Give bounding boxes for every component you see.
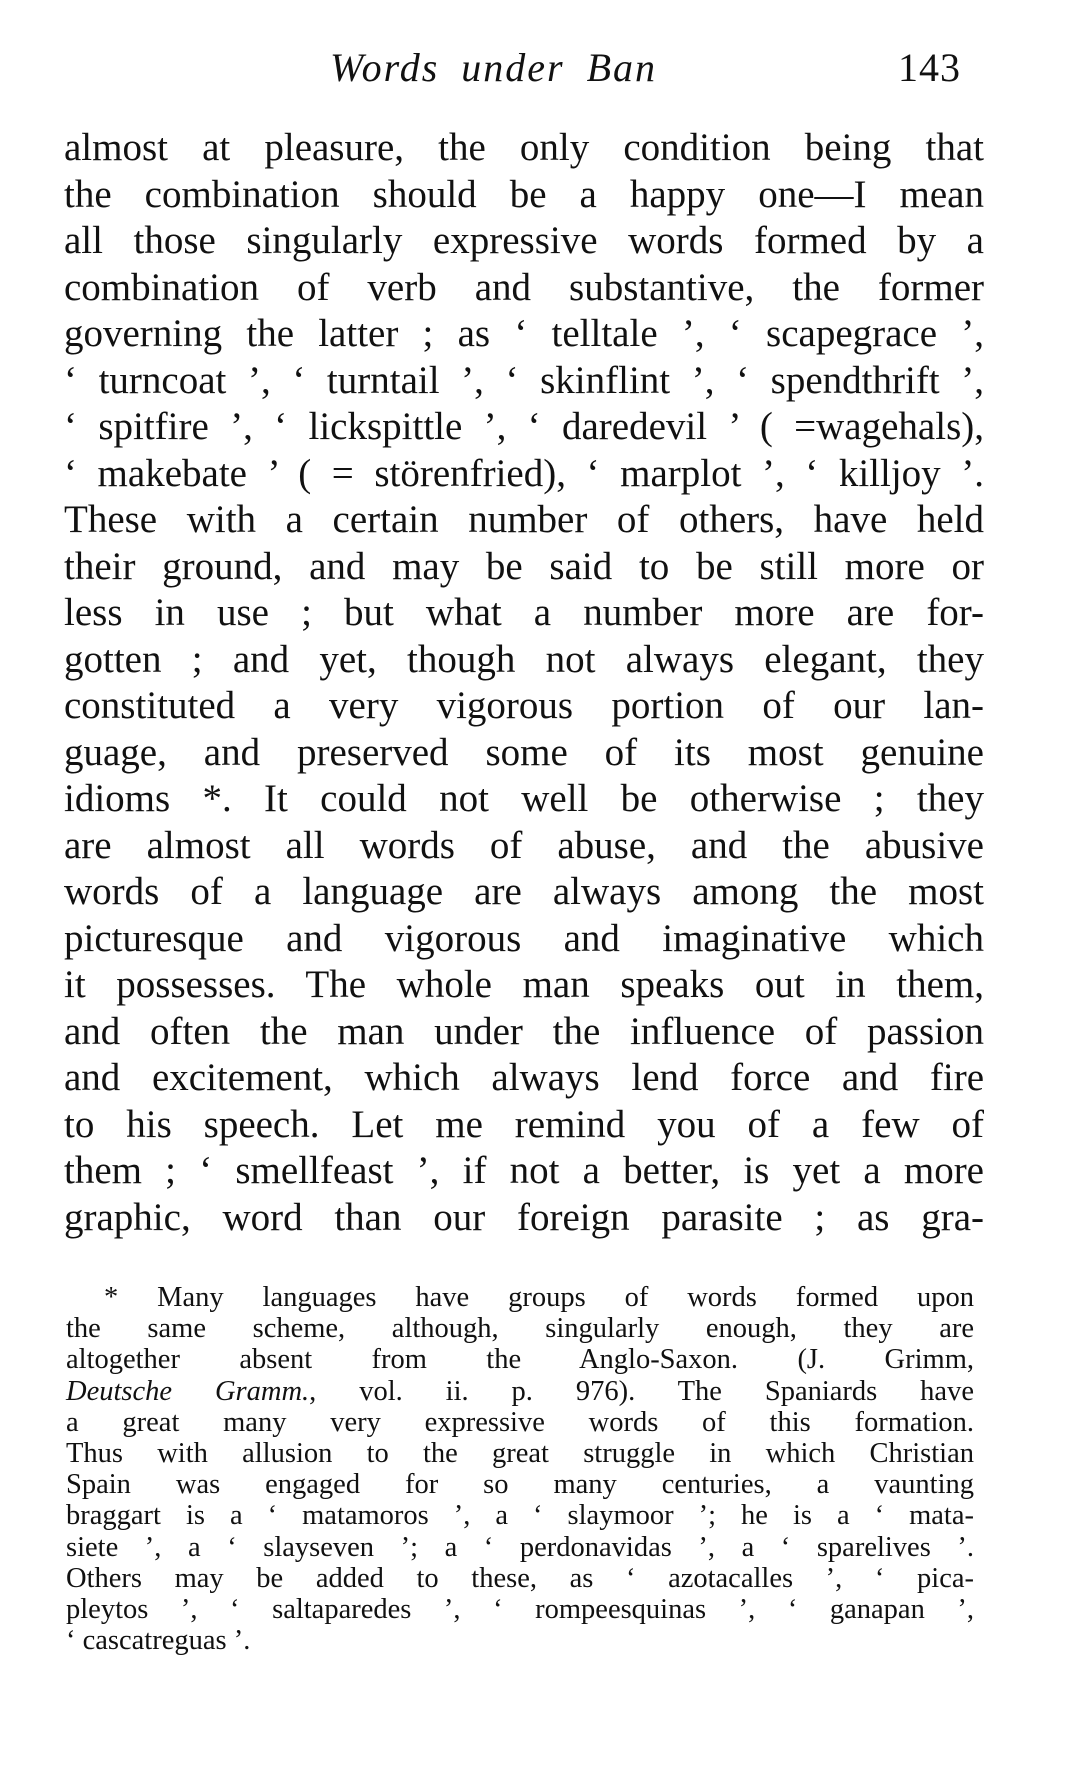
body-line: words of a language are always among the most (64, 870, 984, 913)
footnote-line: pleytos ’, ‘ saltaparedes ’, ‘ rompeesquinas ’, ‘ ganapan ’, (66, 1593, 974, 1625)
body-line: graphic, word than our foreign parasite ; as gra- (64, 1195, 984, 1239)
body-text (64, 125, 984, 1241)
body-line: These with a certain number of others, have held (64, 498, 984, 541)
body-line: and excitement, which always lend force and fire (64, 1056, 984, 1099)
body-line: idioms *. It could not well be otherwise ; they (64, 777, 984, 820)
page-number: 143 (898, 45, 961, 90)
body-line: all those singularly expressive words formed by a (64, 219, 984, 262)
body-line: are almost all words of abuse, and the abusive (64, 823, 984, 867)
footnote-line: a great many very expressive words of this formation. (66, 1406, 974, 1438)
body-line: their ground, and may be said to be still more or (64, 544, 984, 588)
body-line: them ; ‘ smellfeast ’, if not a better, is yet a more (64, 1149, 984, 1192)
body-line: ‘ makebate ’ ( = störenfried), ‘ marplot ’, ‘ killjoy ’. (64, 451, 984, 495)
body-line: ‘ turncoat ’, ‘ turntail ’, ‘ skinflint ’, ‘ spendthrift ’, (64, 358, 984, 402)
body-line: the combination should be a happy one—I mean (64, 172, 984, 216)
body-line: constituted a very vigorous portion of our lan- (64, 684, 984, 727)
footnote-line: Spain was engaged for so many centuries, a vaunting (66, 1469, 974, 1501)
footnote-citation-rest: , vol. ii. p. 976). The Spaniards have (309, 1375, 974, 1407)
body-line: almost at pleasure, the only condition being that (64, 126, 984, 169)
footnote-line: Others may be added to these, as ‘ azotacalles ’, ‘ pica- (66, 1562, 974, 1594)
footnote-line: the same scheme, although, singularly enough, they are (66, 1313, 974, 1345)
body-line: governing the latter ; as ‘ telltale ’, ‘ scapegrace ’, (64, 312, 984, 355)
footnote-line: ‘ cascatreguas ’. (66, 1625, 251, 1657)
footnote-line: * Many languages have groups of words formed upon (104, 1282, 974, 1313)
footnote-line (66, 1376, 974, 1407)
footnote (66, 1282, 974, 1656)
body-line: it possesses. The whole man speaks out in them, (64, 963, 984, 1006)
body-line: picturesque and vigorous and imaginative which (64, 916, 984, 960)
body-line: guage, and preserved some of its most genuine (64, 730, 984, 774)
footnote-line: Thus with allusion to the great struggle in which Christian (66, 1437, 974, 1469)
footnote-line: siete ’, a ‘ slayseven ’; a ‘ perdonavidas ’, a ‘ sparelives ’. (66, 1531, 974, 1563)
body-line: combination of verb and substantive, the former (64, 265, 984, 309)
body-line: ‘ spitfire ’, ‘ lickspittle ’, ‘ daredevil ’ ( =wagehals), (64, 405, 984, 448)
footnote-line: altogether absent from the Anglo-Saxon. (J. Grimm, (66, 1344, 974, 1376)
body-line: and often the man under the influence of passion (64, 1009, 984, 1053)
footnote-line: braggart is a ‘ matamoros ’, a ‘ slaymoor ’; he is a ‘ mata- (66, 1500, 974, 1532)
running-title: Words under Ban (330, 45, 658, 90)
running-header (0, 38, 1080, 98)
body-line: less in use ; but what a number more are for- (64, 591, 984, 634)
body-line: gotten ; and yet, though not always elegant, they (64, 637, 984, 681)
footnote-citation-title: Deutsche Gramm. (66, 1375, 310, 1407)
body-line: to his speech. Let me remind you of a few of (64, 1102, 984, 1146)
